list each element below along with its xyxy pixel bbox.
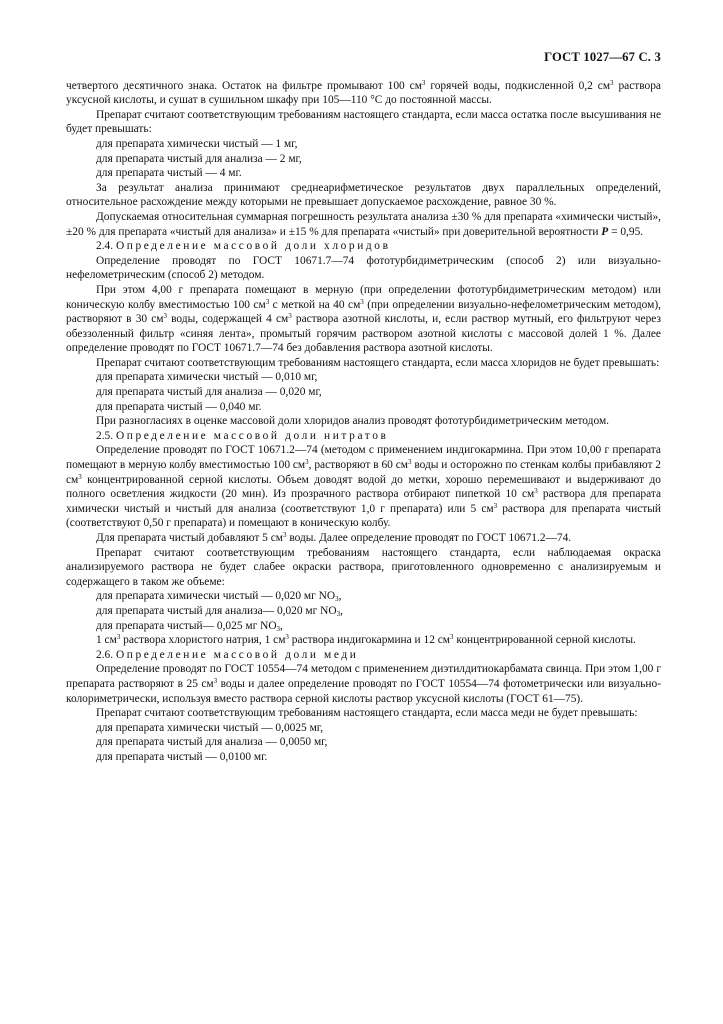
- list-item: для препарата чистый — 0,040 мг.: [96, 400, 262, 413]
- paragraph: Препарат считают соответствующим требованиям настоящего стандарта, если наблюдаемая окраска анализируемого раствора не будет слабее окраски раствора, приготовленного одновременно с анализируемым и содержащего в таком же объеме:: [66, 546, 661, 588]
- paragraph: четвертого десятичного знака. Остаток на фильтре промывают 100 $см^3$ горячей воды, подкисленной 0,2 $см^3$ раствора уксусной кислоты, и сушат в сушильном шкафу при 105—110 °С до постоянной массы.: [66, 78, 661, 107]
- paragraph: Допускаемая относительная суммарная погрешность результата анализа ±30 % для препарата «химически чистый», ±20 % для препарата «чистый для анализа» и ±15 % для препарата «чистый» при доверительной вероятности P = 0,95.: [66, 210, 661, 238]
- list-item: для препарата чистый — 4 мг.: [96, 167, 242, 180]
- list-item: для препарата химически чистый — 1 мг,: [96, 137, 298, 150]
- list-item: для препарата чистый— 0,025 мг $NO_3$,: [96, 619, 283, 633]
- section-heading: 2.5. Определение массовой доли нитратов: [96, 429, 389, 442]
- section-heading: 2.4. Определение массовой доли хлоридов: [96, 240, 391, 253]
- paragraph: 1 $см^3$ раствора хлористого натрия, 1 $см^3$ раствора индигокармина и 12 $см^3$ концентрированной серной кислоты.: [96, 633, 636, 647]
- paragraph: Определение проводят по ГОСТ 10554—74 методом с применением диэтилдитиокарбамата свинца. При этом 1,00 г препарата растворяют в 25 $см^3$ воды и далее определение проводят по ГОСТ 10554—74 фотометрически или визуально-колориметрически, используя вместо раствора серной кислоты раствор уксусной кислоты (ГОСТ 61—75).: [66, 663, 661, 705]
- list-item: для препарата химически чистый — 0,0025 мг,: [96, 721, 324, 734]
- list-item: для препарата чистый для анализа — 0,020 мг,: [96, 386, 322, 399]
- list-item: для препарата чистый — 0,0100 мг.: [96, 750, 268, 763]
- list-item: для препарата химически чистый — 0,020 мг $NO_3$,: [96, 590, 342, 604]
- paragraph: При этом 4,00 г препарата помещают в мерную (при определении фототурбидиметрическим методом) или коническую колбу вместимостью 100 $см^3$ с меткой на 40 $см^3$ (при определении визуально-нефелометрическим методом), растворяют в 30 $см^3$ воды, содержащей 4 $см^3$ раствора азотной кислоты, и, если раствор мутный, его фильтруют через обеззоленный фильтр «синяя лента», промытый горячим раствором азотной кислоты с массовой долей 1 %. Далее определение проводят по ГОСТ 10671.7—74 без добавления раствора азотной кислоты.: [66, 283, 662, 355]
- paragraph: За результат анализа принимают среднеарифметическое результатов двух параллельных определений, относительное расхождение между которыми не превышает допускаемое расхождение, равное 30 %.: [66, 181, 661, 209]
- paragraph: Определение проводят по ГОСТ 10671.2—74 (методом с применением индигокармина. При этом 10,00 г препарата помещают в мерную колбу вместимостью 100 $см^3$, растворяют в 60 $см^3$ воды и осторожно по стенкам колбы прибавляют 2 $см^3$ концентрированной серной кислоты. Объем доводят водой до метки, хорошо перемешивают и выдерживают до полного осветления жидкости (20 мин). Из прозрачного раствора отбирают пипеткой 10 $см^3$ раствора для препарата химически чистый и чистый для анализа (соответствуют 1,0 г препарата) или 5 $см^3$ раствора для препарата чистый (соответствуют 0,50 г препарата) и помещают в коническую колбу.: [66, 444, 662, 530]
- list-item: для препарата чистый для анализа— 0,020 мг $NO_3$,: [96, 604, 343, 618]
- list-item: для препарата химически чистый — 0,010 мг,: [96, 371, 318, 384]
- document-page: [66, 50, 661, 765]
- section-heading: 2.6. Определение массовой доли меди: [96, 648, 359, 661]
- paragraph: Для препарата чистый добавляют 5 $см^3$ воды. Далее определение проводят по ГОСТ 10671.2—74.: [96, 531, 572, 544]
- page-header: ГОСТ 1027—67 С. 3: [544, 50, 661, 64]
- paragraph: Препарат считают соответствующим требованиям настоящего стандарта, если масса меди не будет превышать:: [96, 707, 638, 720]
- paragraph: При разногласиях в оценке массовой доли хлоридов анализ проводят фототурбидиметрическим методом.: [96, 415, 609, 428]
- paragraph: Препарат считают соответствующим требованиям настоящего стандарта, если масса остатка после высушивания не будет превышать:: [66, 108, 662, 136]
- list-item: для препарата чистый для анализа — 0,0050 мг,: [96, 736, 328, 749]
- paragraph: Препарат считают соответствующим требованиям настоящего стандарта, если масса хлоридов не будет превышать:: [96, 356, 660, 369]
- list-item: для препарата чистый для анализа — 2 мг,: [96, 152, 302, 165]
- paragraph: Определение проводят по ГОСТ 10671.7—74 фототурбидиметрическим (способ 2) или визуально-нефелометрическим (способ 2) методом.: [66, 254, 661, 282]
